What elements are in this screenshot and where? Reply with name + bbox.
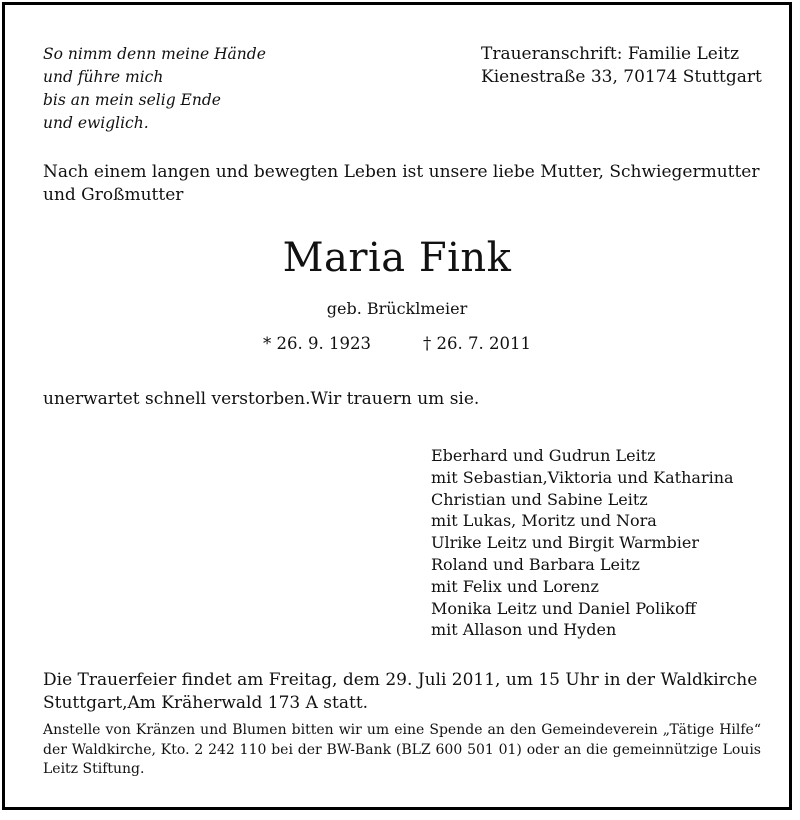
verse — [43, 43, 266, 135]
life-dates — [5, 333, 789, 355]
family-line: mit Felix und Lorenz — [431, 576, 599, 596]
verse-line: So nimm denn meine Hände — [43, 45, 266, 63]
service-line: Die Trauerfeier findet am Freitag, dem 29. Juli 2011, um 15 Uhr in der Waldkirche — [43, 670, 758, 690]
family-line: Roland und Barbara Leitz — [431, 554, 640, 574]
family-line: Ulrike Leitz und Birgit Warmbier — [431, 533, 699, 553]
donation-request: Anstelle von Kränzen und Blumen bitten wir um eine Spende an den Gemeindeverein „Tätige Hilfe“ der Waldkirche, Kto. 2 242 110 bei der BW-Bank (BLZ 600 501 01) oder an die gemeinnützige Louis Leitz Stiftung. — [43, 722, 761, 777]
family-line: mit Allason und Hyden — [431, 620, 617, 640]
funeral-service-info — [43, 669, 763, 715]
verse-line: und ewiglich. — [43, 114, 149, 132]
service-line: Stuttgart,Am Kräherwald 173 A statt. — [43, 693, 369, 713]
obituary-notice — [2, 2, 792, 810]
address-line: Kienestraße 33, 70174 Stuttgart — [481, 67, 762, 87]
birth-date: * 26. 9. 1923 — [263, 334, 371, 353]
family-line: Eberhard und Gudrun Leitz — [431, 446, 656, 465]
family-list — [431, 445, 734, 641]
verse-line: und führe mich — [43, 68, 164, 86]
deceased-name: Maria Fink — [282, 235, 512, 281]
death-date: † 26. 7. 2011 — [423, 334, 531, 353]
family-line: mit Lukas, Moritz und Nora — [431, 511, 657, 531]
mourning-address — [481, 43, 762, 89]
address-line: Traueranschrift: Familie Leitz — [481, 44, 740, 64]
maiden-name: geb. Brücklmeier — [326, 299, 468, 318]
family-line: Monika Leitz und Daniel Polikoff — [431, 598, 696, 618]
intro-text: Nach einem langen und bewegten Leben ist unsere liebe Mutter, Schwiegermutter und Großmutter — [43, 162, 760, 205]
verse-line: bis an mein selig Ende — [43, 91, 221, 109]
family-line: mit Sebastian,Viktoria und Katharina — [431, 467, 734, 487]
family-line: Christian und Sabine Leitz — [431, 489, 648, 509]
closing-text: unerwartet schnell verstorben.Wir trauern um sie. — [43, 389, 480, 409]
